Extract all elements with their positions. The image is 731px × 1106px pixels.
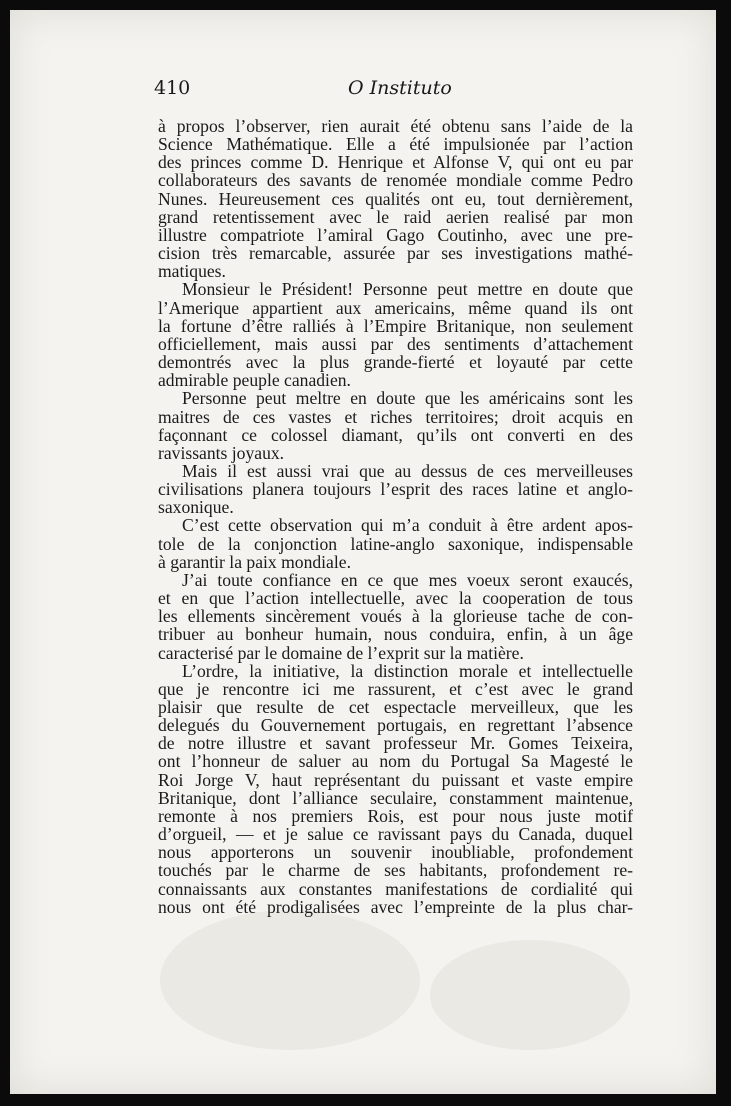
text-line: saxonique. [158, 497, 234, 518]
running-header [154, 73, 634, 103]
scan-border [716, 0, 731, 1106]
paper-stain [160, 910, 420, 1050]
text-line: remonte à nos premiers Rois, est pour nous juste motif [158, 805, 633, 826]
text-line: la fortune d’être ralliés à l’Empire Britanique, non seulement [158, 315, 633, 336]
text-line: ont l’honneur de saluer au nom du Portugal Sa Magesté le [158, 751, 633, 772]
text-line: Science Mathématique. Elle a été impulsionée par l’action [158, 134, 633, 155]
text-line: tribuer au bonheur humain, nous conduira, enfin, à un âge [158, 624, 633, 645]
text-line: d’orgueil, — et je salue ce ravissant pays du Canada, duquel [158, 824, 633, 845]
text-line: demontrés avec la plus grande-fierté et loyauté par cette [158, 352, 633, 373]
text-line: officiellement, mais aussi par des sentiments d’attachement [158, 333, 633, 354]
text-line: ravissants joyaux. [158, 442, 285, 463]
text-line: façonnant ce colossel diamant, qu’ils ont converti en des [158, 424, 633, 445]
text-line: nous apporterons un souvenir inoubliable, profondement [158, 842, 633, 863]
text-line: à garantir la paix mondiale. [158, 551, 351, 572]
text-line: admirable peuple canadien. [158, 370, 351, 391]
text-line: collaborateurs des savants de renomée mondiale comme Pedro [158, 170, 633, 191]
text-line: civilisations planera toujours l’esprit des races latine et anglo- [158, 479, 633, 500]
text-line: nous ont été prodigalisées avec l’empreinte de la plus char- [158, 896, 633, 917]
text-line: maitres de ces vastes et riches territoires; droit acquis en [158, 406, 633, 427]
text-line: cision très remarcable, assurée par ses investigations mathé- [158, 243, 633, 264]
text-line: les ellements sincèrement voués à la glorieuse tache de con- [158, 606, 633, 627]
text-line: touchés par le charme de ses habitants, profondement re- [158, 860, 633, 881]
text-line: Monsieur le Président! Personne peut mettre en doute que [182, 279, 633, 300]
text-line: grand retentissement avec le raid aerien realisé par mon [158, 206, 633, 227]
text-line: Britanique, dont l’alliance seculaire, constamment maintenue, [158, 787, 633, 808]
text-line: caracterisé par le domaine de l’exprit sur la matière. [158, 642, 524, 663]
text-line: delegués du Gouvernement portugais, en regrettant l’absence [158, 715, 633, 736]
text-line: matiques. [158, 261, 226, 282]
paper-stain [430, 940, 630, 1050]
text-line: des princes comme D. Henrique et Alfonse V, qui ont eu par [158, 152, 633, 173]
text-line: connaissants aux constantes manifestations de cordialité qui [158, 878, 633, 899]
text-line: illustre compatriote l’amiral Gago Coutinho, avec une pre- [158, 224, 633, 245]
text-line: Personne peut meltre en doute que les américains sont les [182, 388, 633, 409]
text-line: et en que l’action intellectuelle, avec la cooperation de tous [158, 588, 633, 609]
text-line: Nunes. Heureusement ces qualités ont eu, tout dernièrement, [158, 188, 633, 209]
text-line: tole de la conjonction latine-anglo saxonique, indispensable [158, 533, 633, 554]
page-number: 410 [154, 77, 191, 99]
text-line: C’est cette observation qui m’a conduit à être ardent apos- [182, 515, 633, 536]
text-line: à propos l’observer, rien aurait été obtenu sans l’aide de la [158, 116, 633, 136]
text-line: plaisir que resulte de cet espectacle merveilleux, que les [158, 697, 633, 717]
text-line: Roi Jorge V, haut représentant du puissant et vaste empire [158, 769, 633, 790]
text-line: J’ai toute confiance en ce que mes voeux seront exaucés, [182, 569, 633, 590]
text-line: que je rencontre ici me rassurent, et c’est avec le grand [158, 678, 633, 699]
body-text [158, 117, 633, 916]
text-line: l’Amerique appartient aux americains, même quand ils ont [158, 297, 633, 318]
text-line: Mais il est aussi vrai que au dessus de ces merveilleuses [182, 460, 633, 481]
text-line: L’ordre, la initiative, la distinction morale et intellectuelle [182, 660, 633, 681]
journal-title: O Instituto [348, 77, 452, 99]
text-line: de notre illustre et savant professeur Mr. Gomes Teixeira, [158, 733, 633, 754]
scanned-page [10, 10, 716, 1094]
